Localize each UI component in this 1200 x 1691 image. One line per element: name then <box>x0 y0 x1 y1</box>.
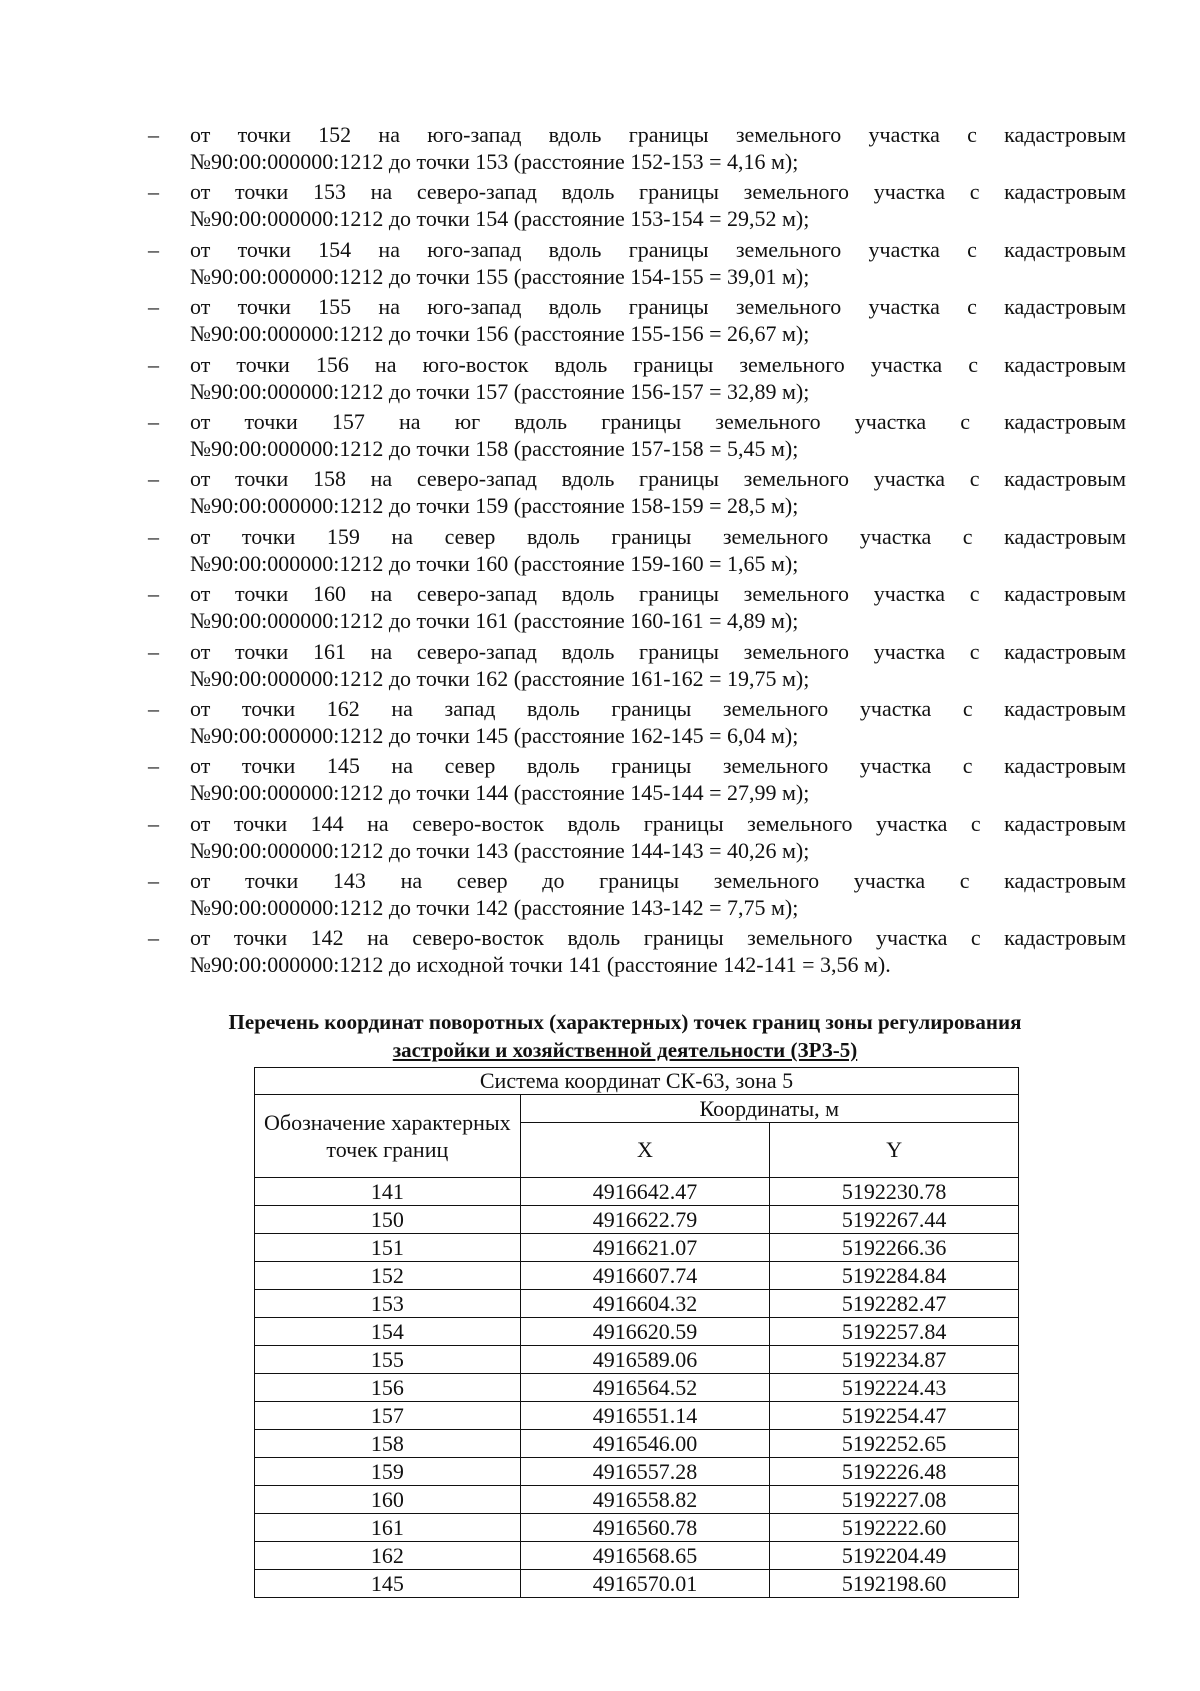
y-coordinate-cell: 5192254.47 <box>770 1402 1019 1430</box>
list-dash: – <box>148 810 159 836</box>
y-coordinate-cell: 5192266.36 <box>770 1234 1019 1262</box>
list-item-text: от точки 160 на северо-запад вдоль границы земельного участка с кадастровым <box>190 581 1126 607</box>
y-coordinate-cell: 5192204.49 <box>770 1542 1019 1570</box>
list-item-text-continued: №90:00:000000:1212 до точки 158 (расстояние 157-158 = 5,45 м); <box>190 435 799 461</box>
table-row <box>255 1318 1019 1346</box>
table-row <box>255 1206 1019 1234</box>
list-item-text: от точки 152 на юго-запад вдоль границы земельного участка с кадастровым <box>190 122 1126 147</box>
list-item <box>148 638 1126 695</box>
list-dash: – <box>148 581 159 607</box>
list-item <box>148 178 1126 235</box>
list-dash: – <box>148 925 159 951</box>
list-item-text-continued: №90:00:000000:1212 до точки 144 (расстояние 145-144 = 27,99 м); <box>190 780 810 806</box>
x-coordinate-cell: 4916546.00 <box>520 1430 770 1458</box>
list-dash: – <box>148 294 159 320</box>
list-dash: – <box>148 523 159 549</box>
list-item <box>148 351 1126 408</box>
list-dash: – <box>148 868 159 894</box>
x-coordinate-cell: 4916564.52 <box>520 1374 770 1402</box>
x-coordinate-cell: 4916558.82 <box>520 1486 770 1514</box>
table-row <box>255 1346 1019 1374</box>
y-coordinate-cell: 5192282.47 <box>770 1290 1019 1318</box>
boundary-description-list <box>148 121 1126 982</box>
y-coordinate-cell: 5192224.43 <box>770 1374 1019 1402</box>
list-dash: – <box>148 179 159 205</box>
list-dash: – <box>148 122 159 147</box>
x-axis-header: X <box>520 1123 770 1178</box>
list-item-text: от точки 153 на северо-запад вдоль границы земельного участка с кадастровым <box>190 179 1126 205</box>
list-item-text-continued: №90:00:000000:1212 до исходной точки 141 (расстояние 142-141 = 3,56 м). <box>190 952 891 978</box>
list-item <box>148 580 1126 637</box>
list-item-text: от точки 161 на северо-запад вдоль границы земельного участка с кадастровым <box>190 638 1126 664</box>
list-dash: – <box>148 236 159 262</box>
point-designation-header: Обозначение характерных точек границ <box>255 1095 521 1178</box>
coordinates-header: Координаты, м <box>520 1095 1018 1123</box>
point-cell: 161 <box>255 1514 521 1542</box>
table-row <box>255 1514 1019 1542</box>
x-coordinate-cell: 4916604.32 <box>520 1290 770 1318</box>
list-item <box>148 465 1126 522</box>
x-coordinate-cell: 4916570.01 <box>520 1570 770 1598</box>
list-item-text: от точки 154 на юго-запад вдоль границы земельного участка с кадастровым <box>190 236 1126 262</box>
table-row <box>255 1486 1019 1514</box>
list-item-text: от точки 145 на север вдоль границы земельного участка с кадастровым <box>190 753 1126 779</box>
x-coordinate-cell: 4916620.59 <box>520 1318 770 1346</box>
y-coordinate-cell: 5192226.48 <box>770 1458 1019 1486</box>
table-row <box>255 1430 1019 1458</box>
point-cell: 152 <box>255 1262 521 1290</box>
x-coordinate-cell: 4916551.14 <box>520 1402 770 1430</box>
y-axis-header: Y <box>770 1123 1019 1178</box>
x-coordinate-cell: 4916557.28 <box>520 1458 770 1486</box>
y-coordinate-cell: 5192267.44 <box>770 1206 1019 1234</box>
table-row <box>255 1374 1019 1402</box>
list-item-text: от точки 162 на запад вдоль границы земельного участка с кадастровым <box>190 695 1126 721</box>
list-item-text-continued: №90:00:000000:1212 до точки 143 (расстояние 144-143 = 40,26 м); <box>190 837 810 863</box>
point-cell: 145 <box>255 1570 521 1598</box>
point-cell: 159 <box>255 1458 521 1486</box>
point-cell: 158 <box>255 1430 521 1458</box>
list-item-text-continued: №90:00:000000:1212 до точки 142 (расстояние 143-142 = 7,75 м); <box>190 895 799 921</box>
x-coordinate-cell: 4916621.07 <box>520 1234 770 1262</box>
table-header-row <box>255 1068 1019 1095</box>
list-dash: – <box>148 638 159 664</box>
list-item-text-continued: №90:00:000000:1212 до точки 161 (расстояние 160-161 = 4,89 м); <box>190 608 799 634</box>
list-item <box>148 924 1126 981</box>
list-item <box>148 408 1126 465</box>
list-dash: – <box>148 753 159 779</box>
x-coordinate-cell: 4916589.06 <box>520 1346 770 1374</box>
table-heading <box>160 1008 1090 1064</box>
list-item-text: от точки 158 на северо-запад вдоль границы земельного участка с кадастровым <box>190 466 1126 492</box>
x-coordinate-cell: 4916568.65 <box>520 1542 770 1570</box>
list-item-text-continued: №90:00:000000:1212 до точки 156 (расстояние 155-156 = 26,67 м); <box>190 321 810 347</box>
point-cell: 150 <box>255 1206 521 1234</box>
y-coordinate-cell: 5192230.78 <box>770 1178 1019 1206</box>
list-item <box>148 810 1126 867</box>
list-item-text-continued: №90:00:000000:1212 до точки 155 (расстояние 154-155 = 39,01 м); <box>190 263 810 289</box>
list-item <box>148 121 1126 178</box>
table-row <box>255 1290 1019 1318</box>
list-item-text-continued: №90:00:000000:1212 до точки 145 (расстояние 162-145 = 6,04 м); <box>190 722 799 748</box>
point-cell: 156 <box>255 1374 521 1402</box>
table-row <box>255 1570 1019 1598</box>
point-cell: 154 <box>255 1318 521 1346</box>
y-coordinate-cell: 5192222.60 <box>770 1514 1019 1542</box>
y-coordinate-cell: 5192227.08 <box>770 1486 1019 1514</box>
list-item <box>148 867 1126 924</box>
list-item-text-continued: №90:00:000000:1212 до точки 159 (расстояние 158-159 = 28,5 м); <box>190 493 799 519</box>
list-item-text-continued: №90:00:000000:1212 до точки 154 (расстояние 153-154 = 29,52 м); <box>190 206 810 232</box>
table-heading-line-underlined: застройки и хозяйственной деятельности (ЗРЗ-5) <box>392 1038 858 1062</box>
list-item-text: от точки 156 на юго-восток вдоль границы земельного участка с кадастровым <box>190 351 1126 377</box>
list-item-text-continued: №90:00:000000:1212 до точки 157 (расстояние 156-157 = 32,89 м); <box>190 378 810 404</box>
list-item <box>148 293 1126 350</box>
point-cell: 162 <box>255 1542 521 1570</box>
list-dash: – <box>148 695 159 721</box>
point-cell: 141 <box>255 1178 521 1206</box>
list-dash: – <box>148 351 159 377</box>
table-heading-line: Перечень координат поворотных (характерных) точек границ зоны регулирования <box>228 1010 1022 1034</box>
list-item-text: от точки 157 на юг вдоль границы земельного участка с кадастровым <box>190 408 1126 434</box>
x-coordinate-cell: 4916622.79 <box>520 1206 770 1234</box>
point-cell: 151 <box>255 1234 521 1262</box>
list-item <box>148 752 1126 809</box>
list-item-text: от точки 143 на север до границы земельного участка с кадастровым <box>190 868 1126 894</box>
list-item <box>148 695 1126 752</box>
table-row <box>255 1262 1019 1290</box>
table-header-row <box>255 1095 1019 1123</box>
point-cell: 155 <box>255 1346 521 1374</box>
y-coordinate-cell: 5192284.84 <box>770 1262 1019 1290</box>
list-dash: – <box>148 466 159 492</box>
table-row <box>255 1234 1019 1262</box>
y-coordinate-cell: 5192257.84 <box>770 1318 1019 1346</box>
list-item-text: от точки 159 на север вдоль границы земельного участка с кадастровым <box>190 523 1126 549</box>
list-item <box>148 523 1126 580</box>
y-coordinate-cell: 5192252.65 <box>770 1430 1019 1458</box>
list-item-text-continued: №90:00:000000:1212 до точки 162 (расстояние 161-162 = 19,75 м); <box>190 665 810 691</box>
list-dash: – <box>148 408 159 434</box>
list-item-text-continued: №90:00:000000:1212 до точки 153 (расстояние 152-153 = 4,16 м); <box>190 149 799 174</box>
table-row <box>255 1178 1019 1206</box>
table-row <box>255 1542 1019 1570</box>
point-cell: 153 <box>255 1290 521 1318</box>
table-row <box>255 1402 1019 1430</box>
coordinate-system-cell: Система координат СК-63, зона 5 <box>255 1068 1019 1095</box>
y-coordinate-cell: 5192234.87 <box>770 1346 1019 1374</box>
list-item-text-continued: №90:00:000000:1212 до точки 160 (расстояние 159-160 = 1,65 м); <box>190 550 799 576</box>
x-coordinate-cell: 4916560.78 <box>520 1514 770 1542</box>
coordinates-table-body <box>255 1178 1019 1598</box>
x-coordinate-cell: 4916607.74 <box>520 1262 770 1290</box>
point-cell: 160 <box>255 1486 521 1514</box>
y-coordinate-cell: 5192198.60 <box>770 1570 1019 1598</box>
list-item-text: от точки 142 на северо-восток вдоль границы земельного участка с кадастровым <box>190 925 1126 951</box>
table-row <box>255 1458 1019 1486</box>
x-coordinate-cell: 4916642.47 <box>520 1178 770 1206</box>
point-cell: 157 <box>255 1402 521 1430</box>
list-item-text: от точки 144 на северо-восток вдоль границы земельного участка с кадастровым <box>190 810 1126 836</box>
list-item-text: от точки 155 на юго-запад вдоль границы земельного участка с кадастровым <box>190 294 1126 320</box>
list-item <box>148 236 1126 293</box>
coordinates-table <box>254 1067 1019 1598</box>
